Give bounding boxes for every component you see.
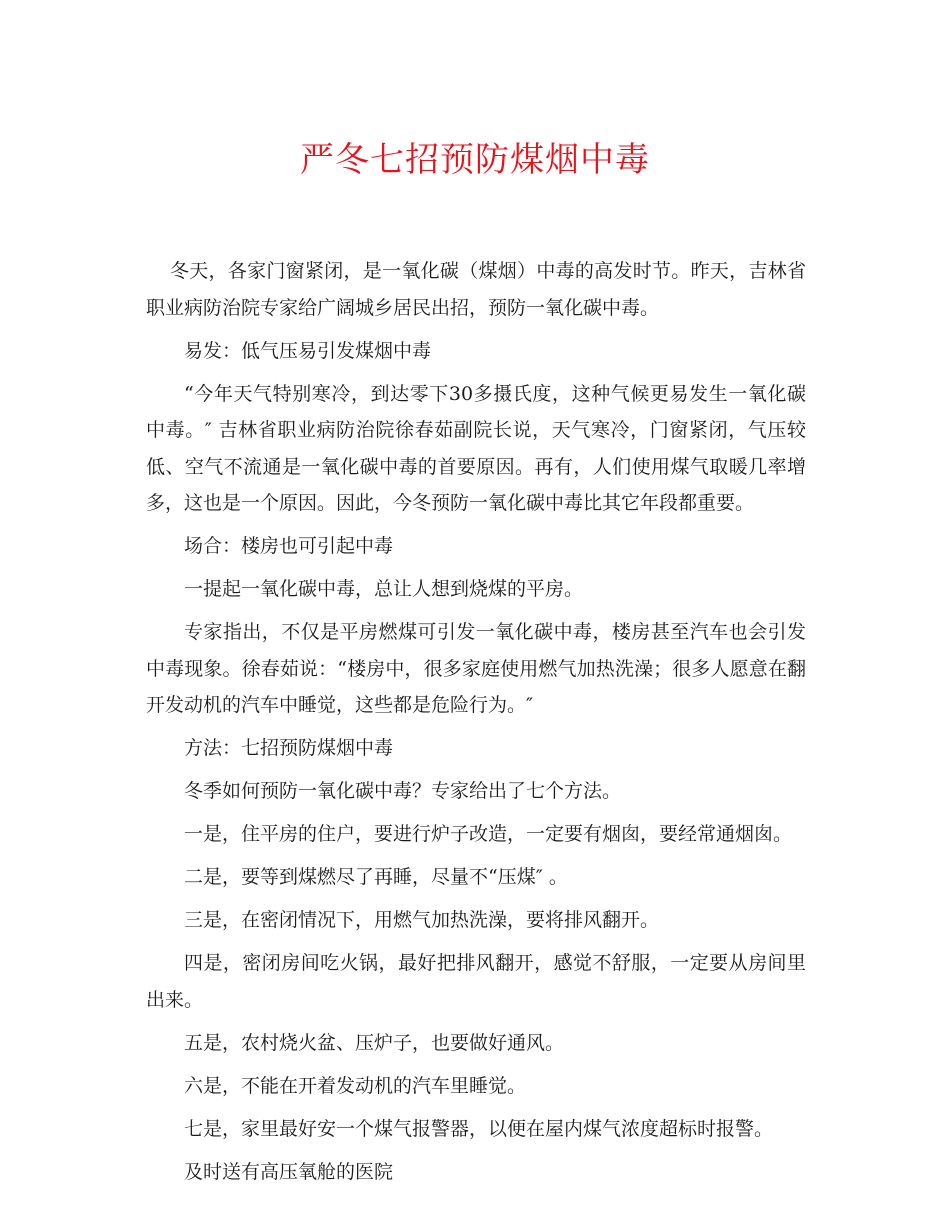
method-item-6: 六是，不能在开着发动机的汽车里睡觉。 <box>184 1074 527 1097</box>
document-title: 严冬七招预防煤烟中毒 <box>300 140 650 180</box>
section-heading-methods: 方法：七招预防煤烟中毒 <box>184 737 394 759</box>
section-heading-cause: 易发：低气压易引发煤烟中毒 <box>184 339 432 362</box>
paragraph-location-2: 专家指出，不仅是平房燃煤可引发一氧化碳中毒，楼房甚至汽车也会引发中毒现象。徐春茹说：“楼房中，很多家庭使用燃气加热洗澡；很多人愿意在翻开发动机的汽车中睡觉，这些都是危险行为。″ <box>146 621 806 716</box>
method-item-7: 七是，家里最好安一个煤气报警器，以便在屋内煤气浓度超标时报警。 <box>184 1117 774 1140</box>
document-body <box>146 253 806 1197</box>
paragraph-location-1: 一提起一氧化碳中毒，总让人想到烧煤的平房。 <box>184 578 584 600</box>
paragraph-intro: 冬天，各家门窗紧闭，是一氧化碳（煤烟）中毒的高发时节。昨天，吉林省职业病防治院专家给广阔城乡居民出招，预防一氧化碳中毒。 <box>146 260 806 319</box>
method-item-2: 二是，要等到煤燃尽了再睡，尽量不“压煤″ 。 <box>184 866 568 888</box>
method-item-3: 三是，在密闭情况下，用燃气加热洗澡，要将排风翻开。 <box>184 909 660 931</box>
section-heading-location: 场合：楼房也可引起中毒 <box>184 535 394 557</box>
paragraph-cause: “今年天气特别寒冷，到达零下30多摄氏度，这种气候更易发生一氧化碳中毒。″ 吉林省职业病防治院徐春茹副院长说，天气寒冷，门窗紧闭，气压较低、空气不流通是一氧化碳中毒的首要原因。再有，人们使用煤气取暖几率增多，这也是一个原因。因此，今冬预防一氧化碳中毒比其它年段都重要。 <box>146 382 806 514</box>
paragraph-methods-intro: 冬季如何预防一氧化碳中毒？专家给出了七个方法。 <box>184 780 622 802</box>
method-item-5: 五是，农村烧火盆、压炉子，也要做好通风。 <box>184 1031 565 1054</box>
section-heading-hospital: 及时送有高压氧舱的医院 <box>184 1160 394 1183</box>
method-item-4: 四是，密闭房间吃火锅，最好把排风翻开，感觉不舒服，一定要从房间里出来。 <box>146 952 806 1011</box>
method-item-1: 一是，住平房的住户，要进行炉子改造，一定要有烟囱，要经常通烟囱。 <box>184 823 793 845</box>
